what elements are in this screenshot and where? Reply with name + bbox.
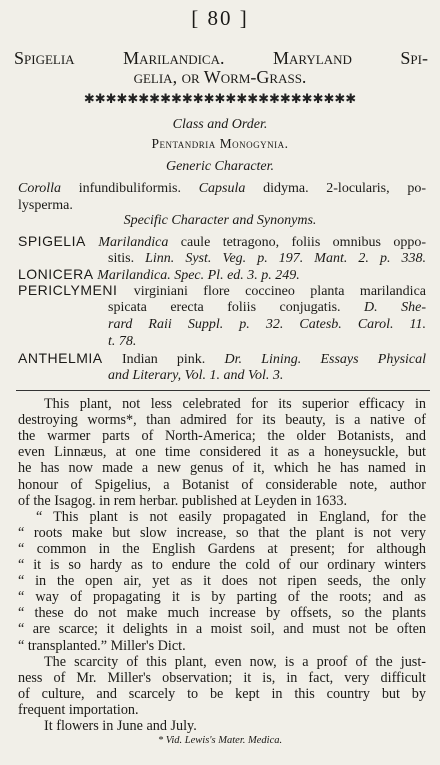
body-line: This plant, not less celebrated for its superior efficacy in xyxy=(44,396,426,412)
synonym-periclymeni-3: rard Raii Suppl. p. 32. Catesb. Carol. 11. xyxy=(108,317,426,332)
body-line: frequent importation. xyxy=(18,701,139,718)
ornament-row: ✱✱✱✱✱✱✱✱✱✱✱✱✱✱✱✱✱✱✱✱✱✱✱✱✱ xyxy=(83,91,357,106)
body-line: “ This plant is not easily propagated in England, for the xyxy=(36,508,426,525)
page-number: [ 80 ] xyxy=(191,6,249,30)
body-line: “ common in the English Gardens at present; for although xyxy=(18,540,426,557)
body-line: destroying worms*, than admired for its beauty, is a native of xyxy=(18,412,426,429)
body-line: “ these do not make much increase by offsets, so the plants xyxy=(18,605,426,622)
synonym-periclymeni-4: t. 78. xyxy=(108,334,137,349)
generic-line-1: Corolla infundibuliformis. Capsula didyma. 2-locularis, po- xyxy=(18,181,426,196)
body-line: of culture, and scarcely to be kept in this country but by xyxy=(18,685,426,702)
specific-heading: Specific Character and Synonyms. xyxy=(123,213,317,228)
body-line: “ are scarce; it delights in a moist soil, and must not be often xyxy=(18,621,426,638)
body-line: the warmer parts of North-America; the older Botanists, and xyxy=(18,428,426,445)
body-line: “ transplanted.” Miller's Dict. xyxy=(18,637,186,654)
body-line: ness of Mr. Miller's observation; it is, in fact, very difficult xyxy=(18,669,426,686)
section-rule xyxy=(16,390,430,391)
title-line-1: Spigelia Marilandica. Maryland Spi- xyxy=(14,48,428,68)
body-line: “ way of propagating it is by parting of the roots; and as xyxy=(18,589,426,606)
synonym-periclymeni: PERICLYMENI virginiani flore coccineo planta marilandica xyxy=(18,282,427,299)
synonym-periclymeni-2: spicata erecta foliis conjugatis. D. She- xyxy=(108,300,426,315)
synonym-anthelmia-2: and Literary, Vol. 1. and Vol. 3. xyxy=(108,368,284,383)
body-line: “ roots make but slow increase, so that the plant is not very xyxy=(18,524,426,541)
generic-heading: Generic Character. xyxy=(165,159,275,174)
class-order-heading: Class and Order. xyxy=(172,117,268,132)
body-line: honour of Spigelius, a Botanist of considerable note, author xyxy=(18,476,426,493)
body-line: “ in the open air, yet as it does not ripen seeds, the only xyxy=(18,573,426,590)
synonym-lonicera: LONICERA Marilandica. Spec. Pl. ed. 3. p. 249. xyxy=(18,266,300,283)
synonym-spigelia-ref: sitis. Linn. Syst. Veg. p. 197. Mant. 2. p. 338. xyxy=(108,251,426,266)
body-line: It flowers in June and July. xyxy=(44,718,197,734)
body-line: he has now made a new genus of it, which he has named in xyxy=(18,460,426,477)
footnote: * Vid. Lewis's Mater. Medica. xyxy=(157,735,283,746)
body-line: The scarcity of this plant, even now, is a proof of the just- xyxy=(44,653,426,670)
synonym-spigelia: SPIGELIA Marilandica caule tetragono, foliis omnibus oppo- xyxy=(18,233,426,250)
body-line: “ it is so hardy as to endure the cold of our ordinary winters xyxy=(18,557,426,573)
class-order-value: Pentandria Monogynia. xyxy=(151,136,289,151)
generic-line-2: lysperma. xyxy=(18,198,73,213)
title-line-2: gelia, or Worm-Grass. xyxy=(133,67,307,87)
body-line: of the Isagog. in rem herbar. published at Leyden in 1633. xyxy=(18,492,347,509)
synonym-anthelmia: ANTHELMIA Indian pink. Dr. Lining. Essays Physical xyxy=(18,350,427,367)
body-line: even Linnæus, at one time considered it as a honeysuckle, but xyxy=(18,444,426,461)
